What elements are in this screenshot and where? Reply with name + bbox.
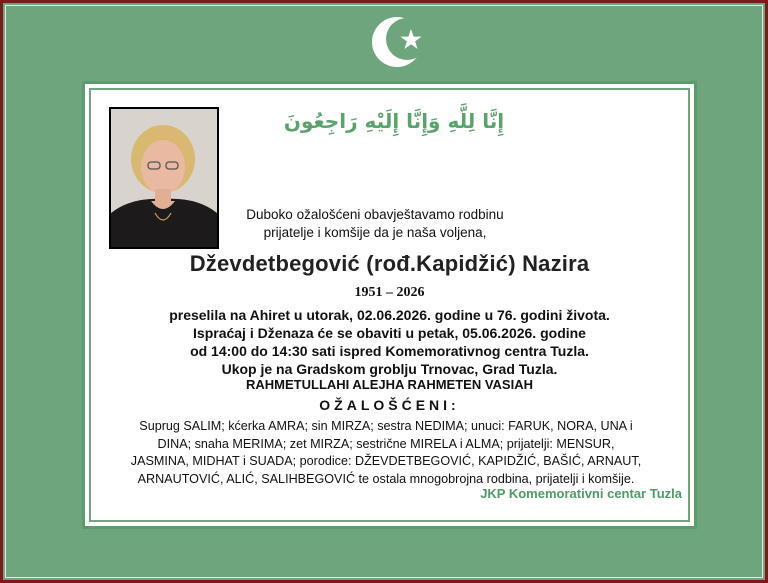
mourners-line-1: Suprug SALIM; kćerka AMRA; sin MIRZA; sestra NEDIMA; unuci: FARUK, NORA, UNA i	[139, 419, 633, 433]
deceased-photo	[109, 107, 219, 249]
intro-text	[225, 206, 525, 242]
mourners-line-2: DINA; snaha MERIMA; zet MIRZA; sestrične MIRELA i ALMA; prijatelji: MENSUR,	[157, 436, 615, 451]
mourners-list	[93, 418, 679, 488]
obituary-panel	[82, 81, 697, 529]
crescent-and-star-icon	[367, 9, 431, 73]
calligraphy-text: إِنَّا لِلَّهِ وَإِنَّا إِلَيْهِ رَاجِعُونَ	[283, 109, 505, 133]
announcement-line-2: Ispraćaj i Dženaza će se obaviti u petak, 05.06.2026. godine	[193, 325, 586, 341]
signature: JKP Komemorativni centar Tuzla	[480, 486, 682, 501]
mourners-line-3: JASMINA, MIDHAT i SUADA; porodice: DŽEVDETBEGOVIĆ, KAPIDŽIĆ, BAŠIĆ, ARNAUT,	[130, 454, 642, 468]
announcement-line-3: od 14:00 do 14:30 sati ispred Komemorativnog centra Tuzla.	[190, 343, 589, 359]
portrait-image	[111, 109, 217, 247]
intro-line-1: Duboko ožalošćeni obavještavamo rodbinu	[246, 207, 504, 222]
arabic-calligraphy	[283, 96, 505, 144]
intro-line-2: prijatelje i komšije da je naša voljena,	[263, 225, 487, 240]
prayer-line: RAHMETULLAHI ALEJHA RAHMETEN VASIAH	[246, 377, 533, 392]
mourners-line-4: ARNAUTOVIĆ, ALIĆ, SALIHBEGOVIĆ te ostala mnogobrojna rodbina, prijatelji i komšije.	[137, 471, 635, 486]
mourners-title: OŽALOŠĆENI:	[319, 397, 460, 413]
announcement-line-1: preselila na Ahiret u utorak, 02.06.2026. godine u 76. godini života.	[169, 307, 610, 323]
life-years: 1951 – 2026	[354, 285, 425, 300]
announcement-line-4: Ukop je na Gradskom groblju Trnovac, Grad Tuzla.	[221, 361, 558, 377]
deceased-name: Dževdetbegović (rođ.Kapidžić) Nazira	[189, 251, 590, 276]
